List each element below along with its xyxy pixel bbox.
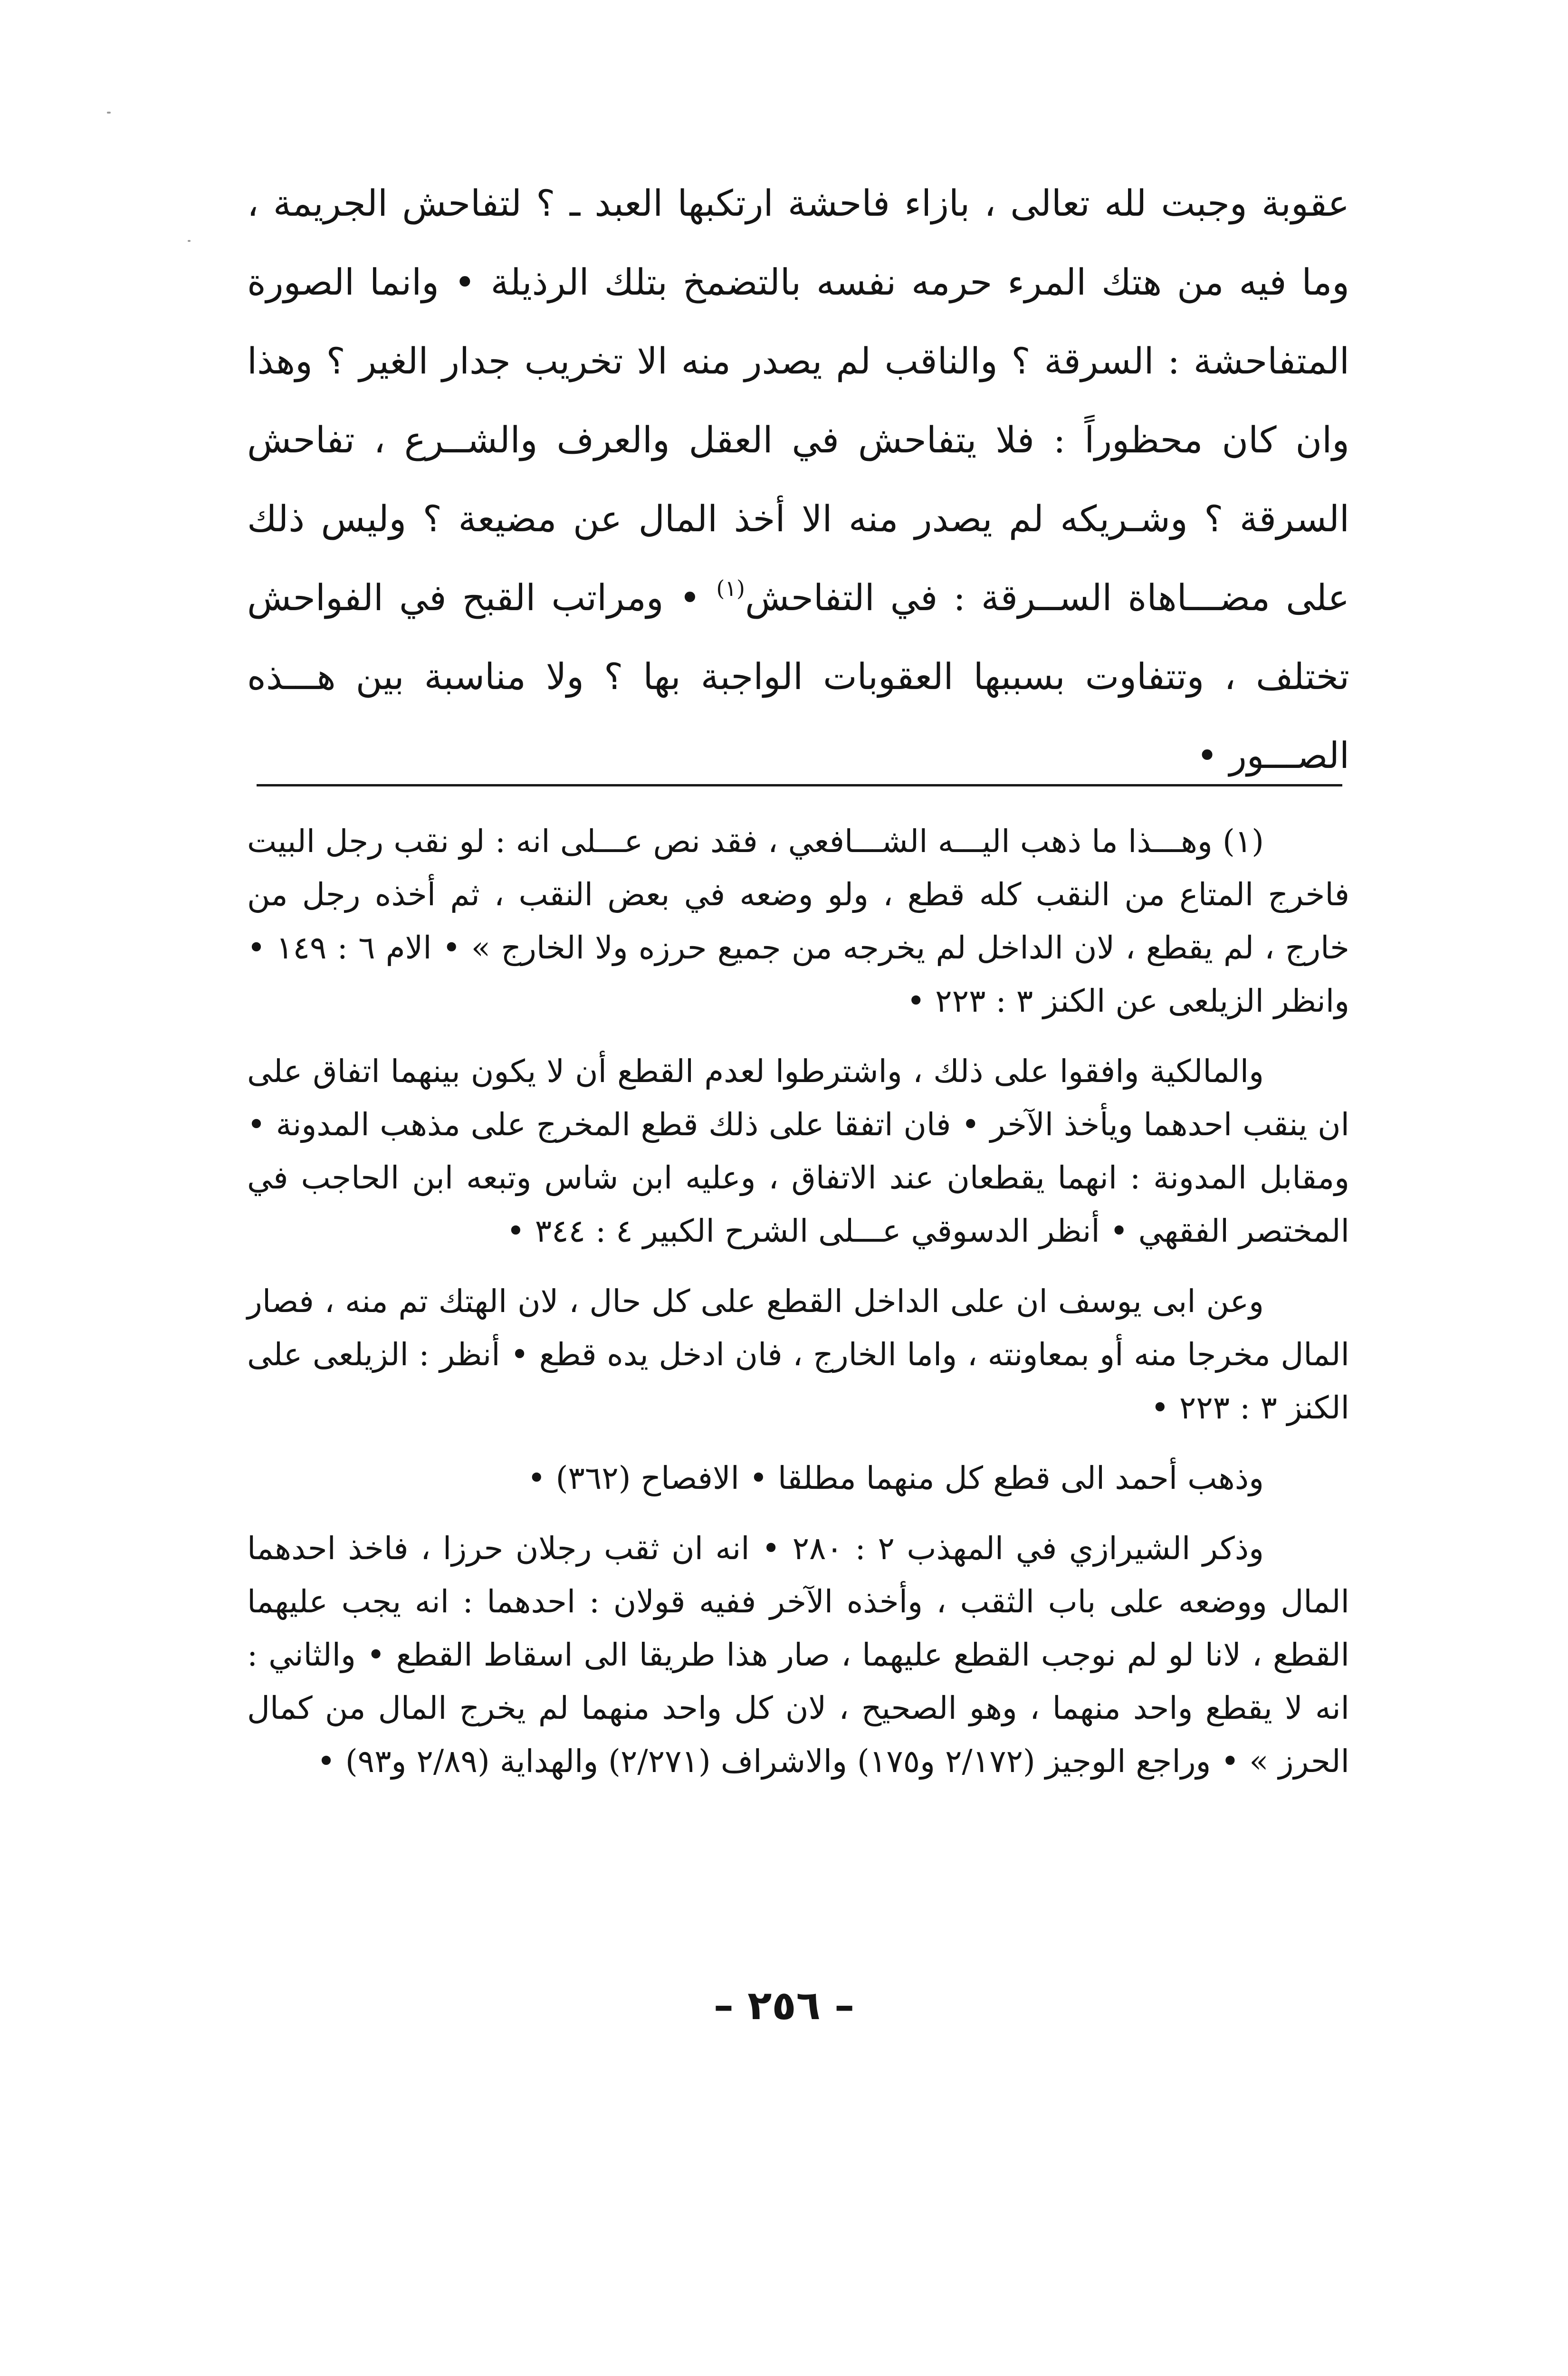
footnotes-block xyxy=(247,815,1349,1805)
footnote-paragraph: وذهب أحمد الى قطع كل منهما مطلقا • الافصاح (٣٦٢) • xyxy=(527,1460,1264,1496)
scan-speck xyxy=(188,240,191,242)
main-paragraph xyxy=(247,164,1349,795)
main-text-after-marker: • ومراتب القبح في الفواحش تختلف ، وتتفاوت بسببها العقوبات الواجبة بها ؟ ولا مناسبة بين هـــذه الصـــور • xyxy=(247,576,1349,776)
footnote-separator-line xyxy=(257,784,1342,786)
footnote-paragraph: وعن ابى يوسف ان على الداخل القطع على كل حال ، لان الهتك تم منه ، فصار المال مخرجا منه أو بمعاونته ، واما الخارج ، فان ادخل يده قطع • أنظر : الزيلعى على الكنز ٣ : ٢٢٣ • xyxy=(247,1283,1349,1426)
footnote-paragraph: وذكر الشيرازي في المهذب ٢ : ٢٨٠ • انه ان ثقب رجلان حرزا ، فاخذ احدهما المال ووضعه على باب الثقب ، وأخذه الآخر ففيه قولان : احدهما : انه يجب عليهما القطع ، لانا لو لم نوجب القطع عليهما ، صار هذا طريقا الى اسقاط القطع • والثاني : انه لا يقطع واحد منهما ، وهو الصحيح ، لان كل واحد منهما لم يخرج المال من كمال الحرز » • وراجع الوجيز (٢/١٧٢ و١٧٥) والاشراف (٢/٢٧١) والهداية (٢/٨٩ و٩٣) • xyxy=(247,1530,1349,1780)
main-text-before-marker: عقوبة وجبت لله تعالى ، بازاء فاحشة ارتكبها العبد ـ ؟ لتفاحش الجريمة ، وما فيه من هتك المرء حرمه نفسه بالتضمخ بتلك الرذيلة • وانما الصورة المتفاحشة : السرقة ؟ والناقب لم يصدر منه الا تخريب جدار الغير ؟ وهذا وان كان محظوراً : فلا يتفاحش في العقل والعرف والشــرع ، تفاحش السرقة ؟ وشـريكه لم يصدر منه الا أخذ المال عن مضيعة ؟ وليس ذلك على مضـــاهاة الســرقة : في التفاحش xyxy=(247,182,1349,619)
main-text-block xyxy=(247,164,1349,795)
scan-speck xyxy=(107,112,111,114)
page-number: – ٢٥٦ – xyxy=(713,1982,855,2029)
footnote-reference-marker: (١) xyxy=(716,575,745,601)
footnote-paragraph: والمالكية وافقوا على ذلك ، واشترطوا لعدم القطع أن لا يكون بينهما اتفاق على ان ينقب احدهما ويأخذ الآخر • فان اتفقا على ذلك قطع المخرج على مذهب المدونة • ومقابل المدونة : انهما يقطعان عند الاتفاق ، وعليه ابن شاس وتبعه ابن الحاجب في المختصر الفقهي • أنظر الدسوقي عـــلى الشرح الكبير ٤ : ٣٤٤ • xyxy=(247,1053,1349,1249)
footnote-paragraph: (١) وهـــذا ما ذهب اليـــه الشـــافعي ، فقد نص عـــلى انه : لو نقب رجل البيت فاخرج المتاع من النقب كله قطع ، ولو وضعه في بعض النقب ، ثم أخذه رجل من خارج ، لم يقطع ، لان الداخل لم يخرجه من جميع حرزه ولا الخارج » • الام ٦ : ١٤٩ • وانظر الزيلعى عن الكنز ٣ : ٢٢٣ • xyxy=(247,823,1349,1019)
